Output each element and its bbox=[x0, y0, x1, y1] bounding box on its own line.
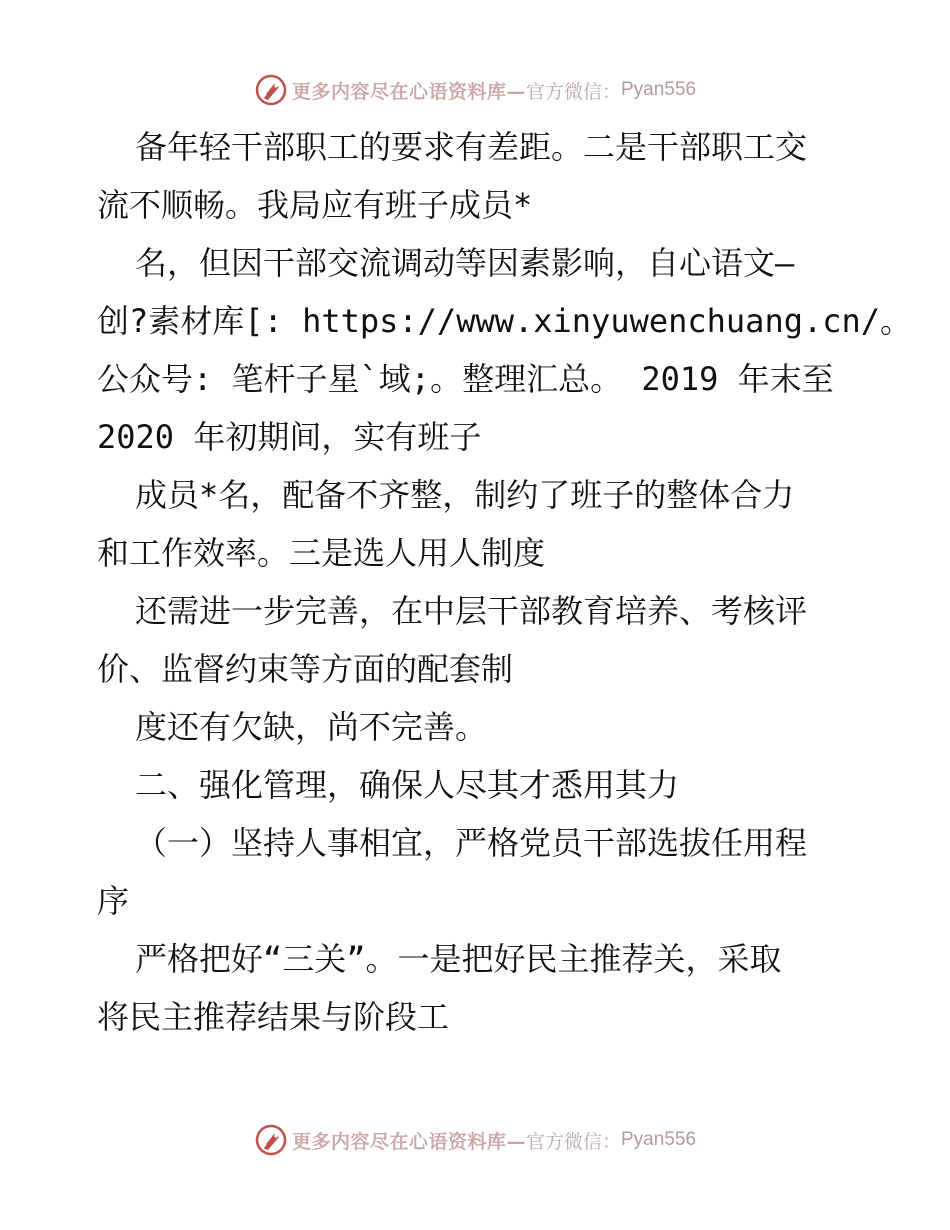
text-line: 序 bbox=[97, 882, 130, 920]
text-line: 创?素材库[: https://www.xinyuwenchuang.cn/。 bbox=[97, 302, 913, 340]
banner-text: 更多内容尽在心语资料库— bbox=[291, 80, 526, 103]
text-line: 价、监督约束等方面的配套制 bbox=[97, 650, 514, 688]
banner-wechat-label: 官方微信： bbox=[525, 80, 621, 103]
footer-banner bbox=[0, 1120, 950, 1160]
text-line: 严格把好“三关”。一是把好民主推荐关，采取 bbox=[135, 940, 782, 978]
text-line: 二、强化管理，确保人尽其才悉用其力 bbox=[135, 766, 680, 804]
document-body bbox=[97, 118, 913, 1046]
banner-wechat-label: 官方微信： bbox=[525, 1130, 621, 1153]
text-line: 成员*名，配备不齐整，制约了班子的整体合力 bbox=[135, 476, 795, 514]
text-line: 名，但因干部交流调动等因素影响，自心语文— bbox=[135, 244, 795, 282]
pen-nib-logo-icon bbox=[254, 73, 288, 107]
text-line: 将民主推荐结果与阶段工 bbox=[97, 998, 450, 1036]
pen-nib-logo-icon bbox=[254, 1123, 288, 1157]
text-line: （一）坚持人事相宜，严格党员干部选拔任用程 bbox=[135, 824, 808, 862]
text-line: 度还有欠缺，尚不完善。 bbox=[135, 708, 488, 746]
text-line: 备年轻干部职工的要求有差距。二是干部职工交 bbox=[135, 128, 808, 166]
banner-wechat-id: Pyan556 bbox=[621, 1129, 697, 1150]
text-line: 2020 年初期间，实有班子 bbox=[97, 418, 482, 456]
banner-wechat-id: Pyan556 bbox=[621, 79, 697, 100]
header-banner bbox=[0, 70, 950, 110]
text-line: 和工作效率。三是选人用人制度 bbox=[97, 534, 546, 572]
text-line: 流不顺畅。我局应有班子成员* bbox=[97, 186, 533, 224]
text-line: 还需进一步完善，在中层干部教育培养、考核评 bbox=[135, 592, 808, 630]
text-line: 公众号: 笔杆子星`域;。整理汇总。 2019 年末至 bbox=[97, 360, 834, 398]
banner-text: 更多内容尽在心语资料库— bbox=[291, 1130, 526, 1153]
